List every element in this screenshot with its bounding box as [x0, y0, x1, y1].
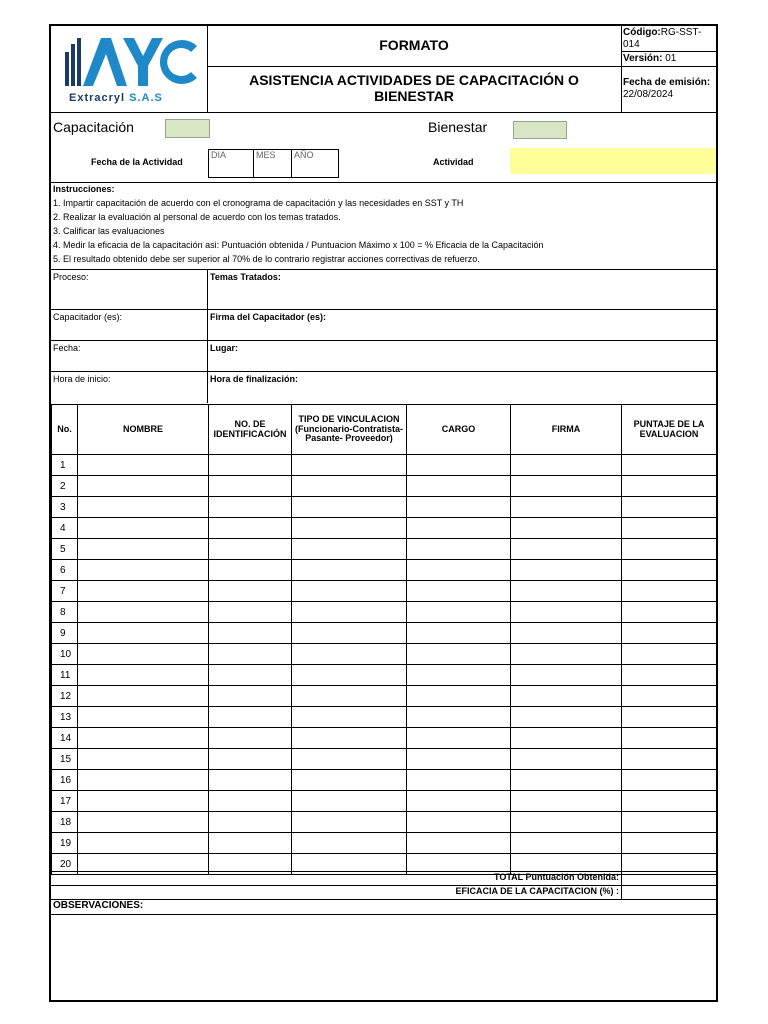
row-number: 10: [52, 644, 78, 665]
observaciones-label: OBSERVACIONES:: [53, 900, 144, 911]
firma-cell[interactable]: [511, 728, 622, 749]
firma-cell[interactable]: [511, 749, 622, 770]
eficacia-value[interactable]: [622, 886, 716, 899]
vinculacion-cell[interactable]: [292, 560, 407, 581]
row-number: 13: [52, 707, 78, 728]
puntaje-cell[interactable]: [622, 476, 717, 497]
header-nombre: NOMBRE: [78, 405, 209, 455]
nombre-cell[interactable]: [78, 644, 209, 665]
identificacion-cell[interactable]: [209, 749, 292, 770]
puntaje-cell[interactable]: [622, 812, 717, 833]
hora-fin-label: Hora de finalización:: [210, 374, 299, 384]
version-field: Versión: 01: [623, 53, 677, 64]
observaciones-field[interactable]: [51, 915, 716, 1000]
identificacion-cell[interactable]: [209, 707, 292, 728]
logo-graphic: [57, 32, 205, 90]
row-number: 11: [52, 665, 78, 686]
hora-inicio-label: Hora de inicio:: [53, 374, 111, 384]
identificacion-cell[interactable]: [209, 812, 292, 833]
puntaje-cell[interactable]: [622, 539, 717, 560]
puntaje-cell[interactable]: [622, 665, 717, 686]
firma-cell[interactable]: [511, 602, 622, 623]
row-number: 3: [52, 497, 78, 518]
identificacion-cell[interactable]: [209, 623, 292, 644]
row-number: 9: [52, 623, 78, 644]
vinculacion-cell[interactable]: [292, 602, 407, 623]
table-row: [52, 644, 717, 665]
identificacion-cell[interactable]: [209, 518, 292, 539]
nombre-cell[interactable]: [78, 623, 209, 644]
table-row: [52, 749, 717, 770]
table-row: [52, 455, 717, 476]
firma-capacitador-label: Firma del Capacitador (es):: [210, 312, 327, 322]
capacitacion-label: Capacitación: [53, 119, 134, 135]
form-sheet: [49, 24, 718, 1002]
bienestar-checkbox[interactable]: [513, 121, 567, 139]
vinculacion-cell[interactable]: [292, 749, 407, 770]
row-number: 8: [52, 602, 78, 623]
bienestar-label: Bienestar: [428, 119, 488, 135]
firma-cell[interactable]: [511, 623, 622, 644]
instructions-title: Instrucciones:: [53, 184, 115, 194]
cargo-cell[interactable]: [407, 602, 511, 623]
table-row: [52, 581, 717, 602]
logo-suffix: S.A.S: [129, 92, 163, 104]
temas-tratados-label: Temas Tratados:: [210, 272, 281, 282]
nombre-cell[interactable]: [78, 749, 209, 770]
table-header-row: [52, 405, 717, 455]
dia-field[interactable]: DIA: [208, 149, 256, 178]
vinculacion-cell[interactable]: [292, 455, 407, 476]
eficacia-label: EFICACIA DE LA CAPACITACION (%) :: [455, 886, 619, 896]
table-row: [52, 560, 717, 581]
firma-cell[interactable]: [511, 518, 622, 539]
row-number: 2: [52, 476, 78, 497]
row-number: 5: [52, 539, 78, 560]
cargo-cell[interactable]: [407, 497, 511, 518]
anio-field[interactable]: AÑO: [291, 149, 339, 178]
nombre-cell[interactable]: [78, 560, 209, 581]
table-row: [52, 518, 717, 539]
firma-cell[interactable]: [511, 791, 622, 812]
fecha-label: Fecha:: [53, 343, 81, 353]
logo-name: Extracryl: [69, 92, 126, 104]
table-row: [52, 812, 717, 833]
instruction-1: 1. Impartir capacitación de acuerdo con el cronograma de capacitación y las necesidades en SST y TH: [53, 198, 464, 208]
cargo-cell[interactable]: [407, 686, 511, 707]
row-number: 19: [52, 833, 78, 854]
identificacion-cell[interactable]: [209, 539, 292, 560]
identificacion-cell[interactable]: [209, 665, 292, 686]
vinculacion-cell[interactable]: [292, 812, 407, 833]
row-number: 12: [52, 686, 78, 707]
identificacion-cell[interactable]: [209, 602, 292, 623]
vinculacion-cell[interactable]: [292, 728, 407, 749]
proceso-label: Proceso:: [53, 272, 89, 282]
total-puntuacion-value[interactable]: [622, 872, 716, 885]
row-number: 20: [52, 854, 78, 875]
header-cargo: CARGO: [407, 405, 511, 455]
vinculacion-cell[interactable]: [292, 707, 407, 728]
vinculacion-cell[interactable]: [292, 665, 407, 686]
nombre-cell[interactable]: [78, 476, 209, 497]
nombre-cell[interactable]: [78, 686, 209, 707]
vinculacion-cell[interactable]: [292, 791, 407, 812]
nombre-cell[interactable]: [78, 833, 209, 854]
identificacion-cell[interactable]: [209, 791, 292, 812]
header-puntaje: PUNTAJE DE LA EVALUACION: [622, 405, 717, 455]
table-row: [52, 728, 717, 749]
cargo-cell[interactable]: [407, 476, 511, 497]
fecha-actividad-label: Fecha de la Actividad: [91, 157, 183, 167]
nombre-cell[interactable]: [78, 728, 209, 749]
row-number: 15: [52, 749, 78, 770]
fecha-emision-field: Fecha de emisión: 22/08/2024: [623, 77, 711, 100]
identificacion-cell[interactable]: [209, 560, 292, 581]
cargo-cell[interactable]: [407, 560, 511, 581]
puntaje-cell[interactable]: [622, 560, 717, 581]
nombre-cell[interactable]: [78, 518, 209, 539]
firma-cell[interactable]: [511, 539, 622, 560]
puntaje-cell[interactable]: [622, 833, 717, 854]
nombre-cell[interactable]: [78, 791, 209, 812]
lugar-label: Lugar:: [210, 343, 238, 353]
identificacion-cell[interactable]: [209, 686, 292, 707]
puntaje-cell[interactable]: [622, 644, 717, 665]
identificacion-cell[interactable]: [209, 581, 292, 602]
cargo-cell[interactable]: [407, 581, 511, 602]
cargo-cell[interactable]: [407, 749, 511, 770]
cargo-cell[interactable]: [407, 665, 511, 686]
vinculacion-cell[interactable]: [292, 770, 407, 791]
vinculacion-cell[interactable]: [292, 476, 407, 497]
cargo-cell[interactable]: [407, 539, 511, 560]
puntaje-cell[interactable]: [622, 749, 717, 770]
company-logo: [57, 32, 205, 112]
cargo-cell[interactable]: [407, 770, 511, 791]
instruction-5: 5. El resultado obtenido debe ser superior al 70% de lo contrario registrar acciones correctivas de refuerzo.: [53, 254, 480, 264]
firma-cell[interactable]: [511, 770, 622, 791]
firma-cell[interactable]: [511, 833, 622, 854]
nombre-cell[interactable]: [78, 665, 209, 686]
table-row: [52, 770, 717, 791]
vinculacion-cell[interactable]: [292, 539, 407, 560]
actividad-field[interactable]: [510, 148, 716, 174]
table-row: [52, 623, 717, 644]
puntaje-cell[interactable]: [622, 791, 717, 812]
nombre-cell[interactable]: [78, 581, 209, 602]
mes-field[interactable]: MES: [253, 149, 294, 178]
cargo-cell[interactable]: [407, 728, 511, 749]
cargo-cell[interactable]: [407, 812, 511, 833]
puntaje-cell[interactable]: [622, 581, 717, 602]
identificacion-cell[interactable]: [209, 497, 292, 518]
row-number: 6: [52, 560, 78, 581]
actividad-label: Actividad: [433, 157, 474, 167]
formato-label: FORMATO: [379, 37, 449, 53]
row-number: 1: [52, 455, 78, 476]
row-number: 16: [52, 770, 78, 791]
identificacion-cell[interactable]: [209, 833, 292, 854]
instruction-4: 4. Medir la eficacia de la capacitación asi: Puntuación obtenida / Puntuacion Máximo x 100 = % Eficacia de la Capacitación: [53, 240, 544, 250]
table-row: [52, 602, 717, 623]
firma-cell[interactable]: [511, 707, 622, 728]
identificacion-cell[interactable]: [209, 770, 292, 791]
row-number: 7: [52, 581, 78, 602]
total-puntuacion-label: TOTAL Puntuación Obtenida:: [494, 872, 619, 882]
cargo-cell[interactable]: [407, 833, 511, 854]
header-identificacion: NO. DE IDENTIFICACIÓN: [209, 405, 292, 455]
nombre-cell[interactable]: [78, 497, 209, 518]
firma-cell[interactable]: [511, 497, 622, 518]
instruction-2: 2. Realizar la evaluación al personal de acuerdo con los temas tratados.: [53, 212, 341, 222]
puntaje-cell[interactable]: [622, 770, 717, 791]
firma-cell[interactable]: [511, 686, 622, 707]
vinculacion-cell[interactable]: [292, 581, 407, 602]
identificacion-cell[interactable]: [209, 476, 292, 497]
vinculacion-cell[interactable]: [292, 686, 407, 707]
identificacion-cell[interactable]: [209, 728, 292, 749]
cargo-cell[interactable]: [407, 623, 511, 644]
table-row: [52, 686, 717, 707]
puntaje-cell[interactable]: [622, 518, 717, 539]
nombre-cell[interactable]: [78, 707, 209, 728]
attendance-table: [51, 404, 717, 875]
codigo-field: Código:RG-SST-014: [623, 27, 702, 50]
firma-cell[interactable]: [511, 581, 622, 602]
firma-cell[interactable]: [511, 455, 622, 476]
nombre-cell[interactable]: [78, 812, 209, 833]
firma-cell[interactable]: [511, 560, 622, 581]
table-row: [52, 791, 717, 812]
nombre-cell[interactable]: [78, 602, 209, 623]
capacitacion-checkbox[interactable]: [165, 119, 210, 138]
puntaje-cell[interactable]: [622, 707, 717, 728]
nombre-cell[interactable]: [78, 770, 209, 791]
row-number: 18: [52, 812, 78, 833]
firma-cell[interactable]: [511, 476, 622, 497]
header-firma: FIRMA: [511, 405, 622, 455]
cargo-cell[interactable]: [407, 518, 511, 539]
header-vinculacion: TIPO DE VINCULACION (Funcionario-Contratista-Pasante- Proveedor): [292, 405, 407, 455]
cargo-cell[interactable]: [407, 707, 511, 728]
cargo-cell[interactable]: [407, 644, 511, 665]
puntaje-cell[interactable]: [622, 455, 717, 476]
table-row: [52, 665, 717, 686]
vinculacion-cell[interactable]: [292, 833, 407, 854]
row-number: 4: [52, 518, 78, 539]
identificacion-cell[interactable]: [209, 644, 292, 665]
document-title: ASISTENCIA ACTIVIDADES DE CAPACITACIÓN O BIENESTAR: [249, 72, 579, 105]
vinculacion-cell[interactable]: [292, 518, 407, 539]
table-row: [52, 539, 717, 560]
puntaje-cell[interactable]: [622, 728, 717, 749]
vinculacion-cell[interactable]: [292, 623, 407, 644]
table-row: [52, 497, 717, 518]
table-row: [52, 707, 717, 728]
puntaje-cell[interactable]: [622, 602, 717, 623]
vinculacion-cell[interactable]: [292, 644, 407, 665]
capacitador-label: Capacitador (es):: [53, 312, 123, 322]
nombre-cell[interactable]: [78, 539, 209, 560]
table-row: [52, 833, 717, 854]
table-row: [52, 476, 717, 497]
row-number: 14: [52, 728, 78, 749]
firma-cell[interactable]: [511, 812, 622, 833]
instruction-3: 3. Calificar las evaluaciones: [53, 226, 165, 236]
puntaje-cell[interactable]: [622, 623, 717, 644]
vinculacion-cell[interactable]: [292, 497, 407, 518]
puntaje-cell[interactable]: [622, 686, 717, 707]
firma-cell[interactable]: [511, 665, 622, 686]
row-number: 17: [52, 791, 78, 812]
puntaje-cell[interactable]: [622, 497, 717, 518]
cargo-cell[interactable]: [407, 791, 511, 812]
identificacion-cell[interactable]: [209, 455, 292, 476]
nombre-cell[interactable]: [78, 455, 209, 476]
firma-cell[interactable]: [511, 644, 622, 665]
header-no: No.: [52, 405, 78, 455]
cargo-cell[interactable]: [407, 455, 511, 476]
